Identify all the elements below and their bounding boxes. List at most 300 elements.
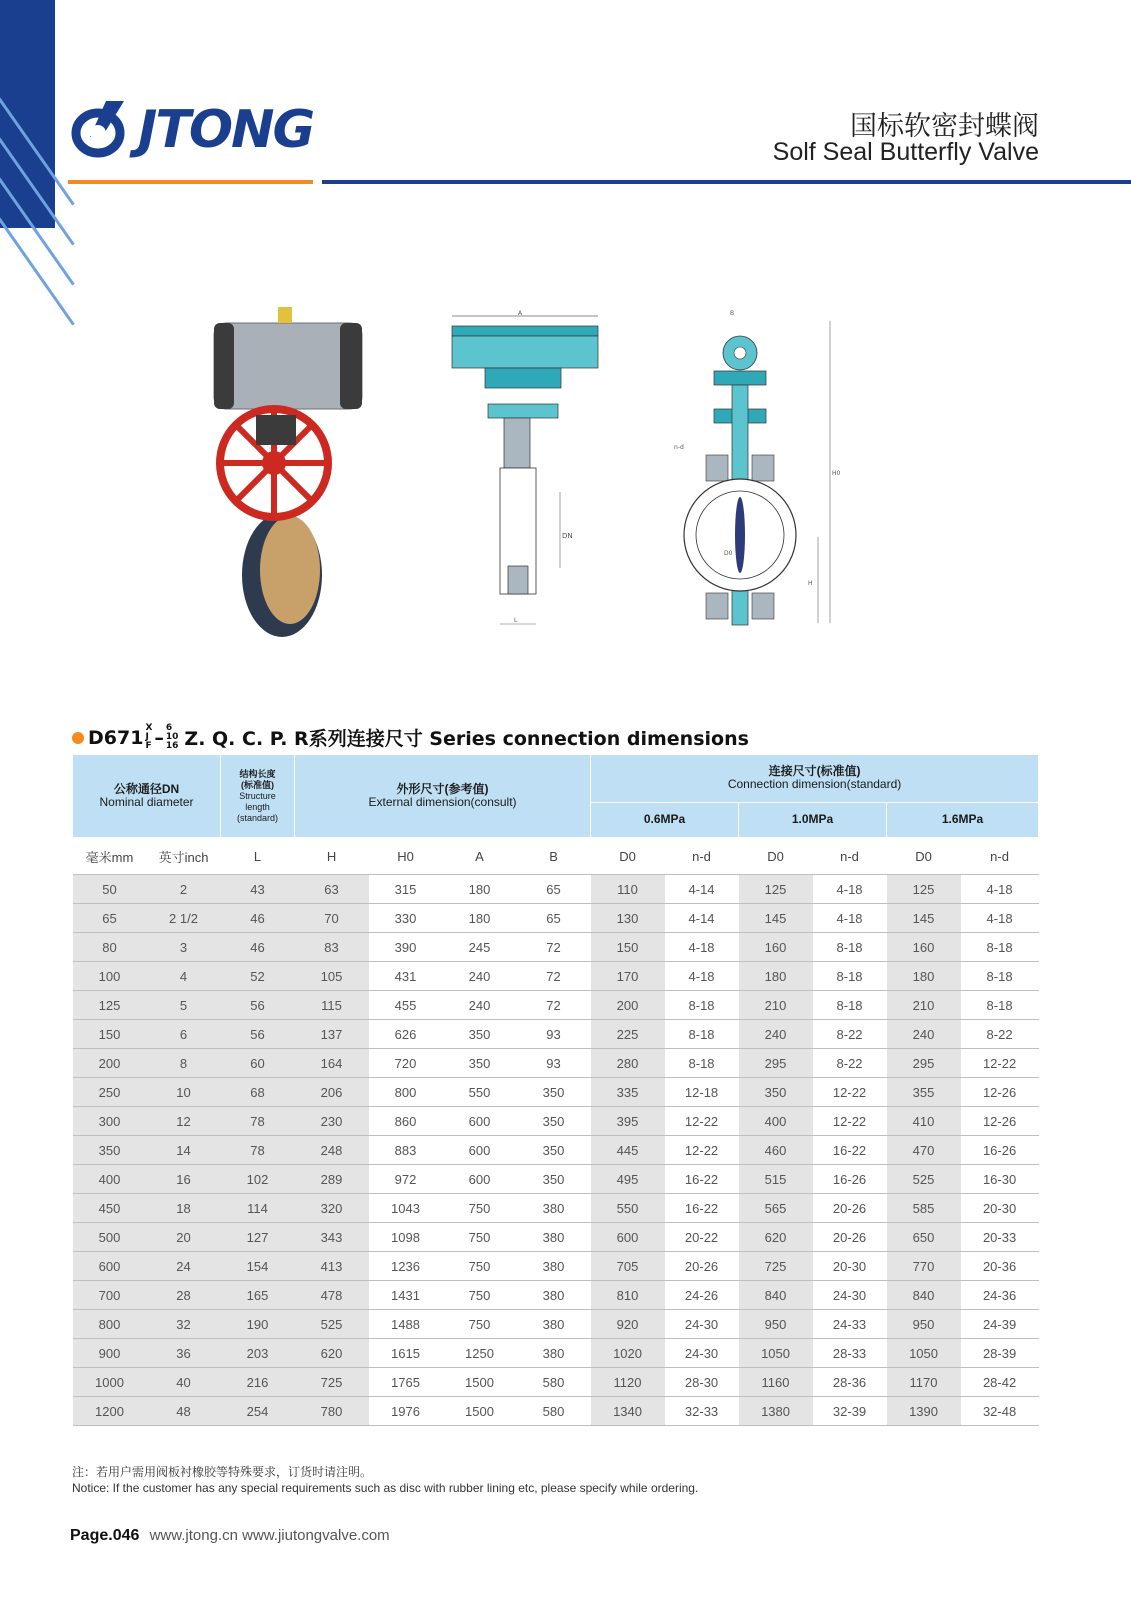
table-cell: 725 xyxy=(295,1368,369,1397)
table-cell: 180 xyxy=(443,875,517,904)
table-cell: 550 xyxy=(591,1194,665,1223)
table-cell: 8-22 xyxy=(813,1049,887,1078)
table-cell: 190 xyxy=(221,1310,295,1339)
table-row xyxy=(73,962,1039,991)
table-cell: 460 xyxy=(739,1136,813,1165)
table-cell: 248 xyxy=(295,1136,369,1165)
table-row xyxy=(73,1252,1039,1281)
table-cell: 72 xyxy=(517,991,591,1020)
table-cell: 380 xyxy=(517,1339,591,1368)
notice-en: Notice: If the customer has any special requirements such as disc with rubber lining etc, please specify while ordering. xyxy=(72,1481,699,1495)
table-row xyxy=(73,991,1039,1020)
section-title xyxy=(72,724,749,751)
table-cell: 1390 xyxy=(887,1397,961,1426)
table-cell: 18 xyxy=(147,1194,221,1223)
table-cell: 6 xyxy=(147,1020,221,1049)
table-cell: 390 xyxy=(369,933,443,962)
table-cell: 32 xyxy=(147,1310,221,1339)
bullet-dot-icon xyxy=(72,732,84,744)
subheader-cell: D0 xyxy=(591,838,665,875)
table-cell: 500 xyxy=(73,1223,147,1252)
table-cell: 1250 xyxy=(443,1339,517,1368)
table-cell: 24-39 xyxy=(961,1310,1039,1339)
table-cell: 72 xyxy=(517,962,591,991)
table-cell: 455 xyxy=(369,991,443,1020)
table-cell: 410 xyxy=(887,1107,961,1136)
table-cell: 154 xyxy=(221,1252,295,1281)
valve-side-drawing xyxy=(450,312,610,642)
table-cell: 12-26 xyxy=(961,1078,1039,1107)
table-cell: 470 xyxy=(887,1136,961,1165)
table-cell: 125 xyxy=(887,875,961,904)
table-cell: 24 xyxy=(147,1252,221,1281)
table-cell: 28-36 xyxy=(813,1368,887,1397)
table-cell: 105 xyxy=(295,962,369,991)
table-cell: 24-30 xyxy=(813,1281,887,1310)
table-cell: 225 xyxy=(591,1020,665,1049)
table-row xyxy=(73,933,1039,962)
table-cell: 43 xyxy=(221,875,295,904)
table-cell: 600 xyxy=(443,1165,517,1194)
frac2-bot: 16 xyxy=(165,741,179,751)
table-cell: 320 xyxy=(295,1194,369,1223)
table-cell: 380 xyxy=(517,1281,591,1310)
header-pressure-10: 1.0MPa xyxy=(739,802,887,837)
table-cell: 380 xyxy=(517,1252,591,1281)
table-cell: 16-22 xyxy=(665,1165,739,1194)
table-cell: 102 xyxy=(221,1165,295,1194)
table-cell: 4-18 xyxy=(813,875,887,904)
table-cell: 1098 xyxy=(369,1223,443,1252)
table-cell: 56 xyxy=(221,991,295,1020)
table-cell: 180 xyxy=(887,962,961,991)
label-h0: H0 xyxy=(832,470,841,477)
table-cell: 400 xyxy=(73,1165,147,1194)
table-cell: 20-26 xyxy=(813,1194,887,1223)
table-row xyxy=(73,1223,1039,1252)
website-link-2[interactable]: www.jiutongvalve.com xyxy=(242,1527,390,1544)
table-cell: 1431 xyxy=(369,1281,443,1310)
table-cell: 20-22 xyxy=(665,1223,739,1252)
table-cell: 12-22 xyxy=(665,1136,739,1165)
table-cell: 8-22 xyxy=(961,1020,1039,1049)
table-cell: 445 xyxy=(591,1136,665,1165)
table-subheader-row xyxy=(73,838,1039,875)
table-cell: 2 xyxy=(147,875,221,904)
table-cell: 8-18 xyxy=(961,933,1039,962)
table-row xyxy=(73,1368,1039,1397)
table-cell: 16-22 xyxy=(665,1194,739,1223)
table-row xyxy=(73,1136,1039,1165)
table-cell: 289 xyxy=(295,1165,369,1194)
table-cell: 380 xyxy=(517,1223,591,1252)
table-cell: 380 xyxy=(517,1194,591,1223)
label-d0: D0 xyxy=(724,550,733,557)
frac1-bot: F xyxy=(145,741,152,751)
table-cell: 295 xyxy=(739,1049,813,1078)
table-cell: 750 xyxy=(443,1223,517,1252)
table-cell: 4-14 xyxy=(665,875,739,904)
table-cell: 525 xyxy=(295,1310,369,1339)
table-cell: 620 xyxy=(295,1339,369,1368)
table-cell: 950 xyxy=(887,1310,961,1339)
jtong-logo-icon xyxy=(68,97,132,163)
label-b: B xyxy=(730,310,735,317)
table-cell: 770 xyxy=(887,1252,961,1281)
table-cell: 600 xyxy=(443,1136,517,1165)
table-cell: 14 xyxy=(147,1136,221,1165)
table-cell: 400 xyxy=(739,1107,813,1136)
table-cell: 83 xyxy=(295,933,369,962)
frac2-top: 6 xyxy=(165,723,173,733)
table-cell: 210 xyxy=(739,991,813,1020)
table-cell: 254 xyxy=(221,1397,295,1426)
table-cell: 580 xyxy=(517,1368,591,1397)
table-cell: 1500 xyxy=(443,1368,517,1397)
table-cell: 750 xyxy=(443,1194,517,1223)
label-h: H xyxy=(808,580,813,587)
table-cell: 4-18 xyxy=(961,875,1039,904)
table-cell: 720 xyxy=(369,1049,443,1078)
table-cell: 48 xyxy=(147,1397,221,1426)
header-nominal-diameter xyxy=(73,755,221,838)
table-cell: 350 xyxy=(517,1165,591,1194)
table-cell: 100 xyxy=(73,962,147,991)
table-cell: 883 xyxy=(369,1136,443,1165)
table-cell: 1170 xyxy=(887,1368,961,1397)
notice-cn: 注：若用户需用阀板衬橡胶等特殊要求，订货时请注明。 xyxy=(72,1465,373,1479)
table-cell: 1043 xyxy=(369,1194,443,1223)
subheader-cell: 英寸inch xyxy=(147,838,221,875)
table-cell: 300 xyxy=(73,1107,147,1136)
table-cell: 4-14 xyxy=(665,904,739,933)
table-row xyxy=(73,875,1039,904)
table-cell: 115 xyxy=(295,991,369,1020)
table-cell: 413 xyxy=(295,1252,369,1281)
table-cell: 125 xyxy=(73,991,147,1020)
table-cell: 8 xyxy=(147,1049,221,1078)
table-cell: 65 xyxy=(73,904,147,933)
table-row xyxy=(73,1310,1039,1339)
table-cell: 620 xyxy=(739,1223,813,1252)
table-cell: 60 xyxy=(221,1049,295,1078)
subheader-cell: H0 xyxy=(369,838,443,875)
table-cell: 36 xyxy=(147,1339,221,1368)
table-cell: 1050 xyxy=(739,1339,813,1368)
table-row xyxy=(73,1107,1039,1136)
table-cell: 125 xyxy=(739,875,813,904)
table-cell: 515 xyxy=(739,1165,813,1194)
table-cell: 1976 xyxy=(369,1397,443,1426)
table-cell: 164 xyxy=(295,1049,369,1078)
subheader-cell: n-d xyxy=(665,838,739,875)
table-cell: 20-26 xyxy=(665,1252,739,1281)
table-cell: 12-22 xyxy=(813,1107,887,1136)
frac2-mid: 10 xyxy=(165,732,179,742)
table-cell: 1050 xyxy=(887,1339,961,1368)
table-cell: 280 xyxy=(591,1049,665,1078)
table-row xyxy=(73,1194,1039,1223)
table-cell: 240 xyxy=(443,991,517,1020)
page-number: Page.046 xyxy=(70,1527,140,1544)
table-cell: 4-18 xyxy=(665,933,739,962)
subheader-cell: L xyxy=(221,838,295,875)
table-cell: 210 xyxy=(887,991,961,1020)
header-ext-cn: 外形尺寸(参考值) xyxy=(396,782,489,796)
table-cell: 68 xyxy=(221,1078,295,1107)
model-dash: – xyxy=(154,726,164,749)
table-cell: 343 xyxy=(295,1223,369,1252)
valve-front-drawing xyxy=(674,305,870,645)
table-cell: 330 xyxy=(369,904,443,933)
table-cell: 16 xyxy=(147,1165,221,1194)
table-cell: 28-39 xyxy=(961,1339,1039,1368)
table-cell: 200 xyxy=(73,1049,147,1078)
subheader-cell: n-d xyxy=(961,838,1039,875)
table-cell: 20 xyxy=(147,1223,221,1252)
table-cell: 1236 xyxy=(369,1252,443,1281)
table-cell: 12-22 xyxy=(665,1107,739,1136)
table-cell: 450 xyxy=(73,1194,147,1223)
table-cell: 12-22 xyxy=(961,1049,1039,1078)
table-cell: 4-18 xyxy=(961,904,1039,933)
header-conn-en: Connection dimension(standard) xyxy=(727,777,902,792)
website-link-1[interactable]: www.jtong.cn xyxy=(149,1527,238,1544)
table-cell: 8-22 xyxy=(813,1020,887,1049)
table-cell: 700 xyxy=(73,1281,147,1310)
table-cell: 1765 xyxy=(369,1368,443,1397)
label-dn: DN xyxy=(562,532,573,540)
table-cell: 750 xyxy=(443,1252,517,1281)
header-external-dimension xyxy=(295,755,591,838)
table-cell: 130 xyxy=(591,904,665,933)
header-struct-en3: (standard) xyxy=(237,812,279,823)
table-row xyxy=(73,1020,1039,1049)
page-title-en: Solf Seal Butterfly Valve xyxy=(772,138,1039,166)
header-rule xyxy=(322,180,1131,184)
table-cell: 860 xyxy=(369,1107,443,1136)
table-cell: 4-18 xyxy=(665,962,739,991)
table-cell: 395 xyxy=(591,1107,665,1136)
table-cell: 8-18 xyxy=(813,991,887,1020)
table-cell: 20-26 xyxy=(813,1223,887,1252)
table-cell: 16-26 xyxy=(813,1165,887,1194)
table-cell: 626 xyxy=(369,1020,443,1049)
table-cell: 165 xyxy=(221,1281,295,1310)
header-nominal-en: Nominal diameter xyxy=(99,795,194,809)
table-cell: 1380 xyxy=(739,1397,813,1426)
subheader-cell: 毫米mm xyxy=(73,838,147,875)
table-cell: 550 xyxy=(443,1078,517,1107)
table-cell: 180 xyxy=(739,962,813,991)
table-cell: 350 xyxy=(739,1078,813,1107)
table-cell: 93 xyxy=(517,1020,591,1049)
table-cell: 160 xyxy=(739,933,813,962)
table-cell: 78 xyxy=(221,1136,295,1165)
table-cell: 950 xyxy=(739,1310,813,1339)
subheader-cell: D0 xyxy=(887,838,961,875)
table-cell: 8-18 xyxy=(665,1020,739,1049)
table-cell: 1000 xyxy=(73,1368,147,1397)
table-cell: 12 xyxy=(147,1107,221,1136)
table-cell: 495 xyxy=(591,1165,665,1194)
header-accent-line xyxy=(68,180,313,184)
dimensions-table xyxy=(72,754,1039,1426)
table-cell: 24-26 xyxy=(665,1281,739,1310)
table-cell: 355 xyxy=(887,1078,961,1107)
table-cell: 350 xyxy=(443,1020,517,1049)
table-cell: 16-30 xyxy=(961,1165,1039,1194)
table-cell: 750 xyxy=(443,1281,517,1310)
table-cell: 46 xyxy=(221,904,295,933)
table-cell: 431 xyxy=(369,962,443,991)
table-row xyxy=(73,904,1039,933)
table-cell: 28-33 xyxy=(813,1339,887,1368)
table-cell: 46 xyxy=(221,933,295,962)
table-cell: 8-18 xyxy=(665,1049,739,1078)
page-footer xyxy=(70,1527,390,1545)
table-cell: 150 xyxy=(73,1020,147,1049)
table-cell: 28-30 xyxy=(665,1368,739,1397)
header-structure-length xyxy=(221,755,295,838)
corner-decoration xyxy=(0,0,55,228)
table-cell: 20-30 xyxy=(961,1194,1039,1223)
table-cell: 5 xyxy=(147,991,221,1020)
table-cell: 24-30 xyxy=(665,1310,739,1339)
header-struct-en1: Structure xyxy=(239,790,276,801)
table-cell: 32-48 xyxy=(961,1397,1039,1426)
table-cell: 8-18 xyxy=(961,962,1039,991)
table-cell: 50 xyxy=(73,875,147,904)
header-conn-cn: 连接尺寸(标准值) xyxy=(768,764,861,779)
table-cell: 1200 xyxy=(73,1397,147,1426)
frac1-mid: J xyxy=(145,732,149,742)
table-row xyxy=(73,1049,1039,1078)
label-l: L xyxy=(514,617,518,624)
table-cell: 28-42 xyxy=(961,1368,1039,1397)
table-cell: 840 xyxy=(887,1281,961,1310)
table-cell: 800 xyxy=(369,1078,443,1107)
valve-photo xyxy=(212,305,362,645)
table-row xyxy=(73,1165,1039,1194)
table-cell: 350 xyxy=(517,1136,591,1165)
page-title-cn: 国标软密封蝶阀 xyxy=(850,111,1039,142)
table-cell: 295 xyxy=(887,1049,961,1078)
table-cell: 1488 xyxy=(369,1310,443,1339)
table-cell: 10 xyxy=(147,1078,221,1107)
table-cell: 52 xyxy=(221,962,295,991)
table-cell: 1500 xyxy=(443,1397,517,1426)
table-cell: 24-30 xyxy=(665,1339,739,1368)
table-cell: 478 xyxy=(295,1281,369,1310)
table-cell: 8-18 xyxy=(961,991,1039,1020)
table-cell: 840 xyxy=(739,1281,813,1310)
table-cell: 8-18 xyxy=(813,933,887,962)
table-cell: 1120 xyxy=(591,1368,665,1397)
table-cell: 240 xyxy=(443,962,517,991)
table-cell: 350 xyxy=(517,1078,591,1107)
table-cell: 32-33 xyxy=(665,1397,739,1426)
table-cell: 200 xyxy=(591,991,665,1020)
table-cell: 32-39 xyxy=(813,1397,887,1426)
table-cell: 216 xyxy=(221,1368,295,1397)
table-cell: 1160 xyxy=(739,1368,813,1397)
table-cell: 78 xyxy=(221,1107,295,1136)
table-cell: 4-18 xyxy=(813,904,887,933)
table-cell: 180 xyxy=(443,904,517,933)
model-prefix: D671 xyxy=(88,726,144,749)
table-cell: 80 xyxy=(73,933,147,962)
table-cell: 525 xyxy=(887,1165,961,1194)
table-cell: 137 xyxy=(295,1020,369,1049)
table-cell: 1340 xyxy=(591,1397,665,1426)
brand-name: JTONG xyxy=(138,99,314,160)
table-cell: 230 xyxy=(295,1107,369,1136)
subheader-cell: n-d xyxy=(813,838,887,875)
table-cell: 16-26 xyxy=(961,1136,1039,1165)
table-cell: 705 xyxy=(591,1252,665,1281)
table-cell: 800 xyxy=(73,1310,147,1339)
table-cell: 920 xyxy=(591,1310,665,1339)
brand-logo xyxy=(68,92,313,167)
table-cell: 93 xyxy=(517,1049,591,1078)
table-cell: 600 xyxy=(73,1252,147,1281)
header-connection-dimension xyxy=(591,755,1039,803)
table-cell: 380 xyxy=(517,1310,591,1339)
section-title-text: Z. Q. C. P. R系列连接尺寸 Series connection dimensions xyxy=(184,728,749,750)
subheader-cell: H xyxy=(295,838,369,875)
table-cell: 20-36 xyxy=(961,1252,1039,1281)
table-cell: 150 xyxy=(591,933,665,962)
label-nd: n-d xyxy=(674,444,684,451)
table-cell: 600 xyxy=(443,1107,517,1136)
header-struct-cn2: (标准值) xyxy=(241,779,275,790)
table-cell: 56 xyxy=(221,1020,295,1049)
table-cell: 170 xyxy=(591,962,665,991)
table-cell: 145 xyxy=(739,904,813,933)
table-cell: 24-33 xyxy=(813,1310,887,1339)
table-cell: 245 xyxy=(443,933,517,962)
table-cell: 810 xyxy=(591,1281,665,1310)
table-cell: 20-30 xyxy=(813,1252,887,1281)
table-cell: 12-26 xyxy=(961,1107,1039,1136)
table-row xyxy=(73,1339,1039,1368)
table-row xyxy=(73,1078,1039,1107)
table-cell: 250 xyxy=(73,1078,147,1107)
header-pressure-16: 1.6MPa xyxy=(887,802,1039,837)
table-cell: 1615 xyxy=(369,1339,443,1368)
model-fraction-2 xyxy=(166,724,179,751)
table-cell: 28 xyxy=(147,1281,221,1310)
table-cell: 750 xyxy=(443,1310,517,1339)
table-cell: 1020 xyxy=(591,1339,665,1368)
table-cell: 70 xyxy=(295,904,369,933)
label-a: A xyxy=(518,310,523,317)
table-cell: 8-18 xyxy=(813,962,887,991)
table-cell: 780 xyxy=(295,1397,369,1426)
table-cell: 315 xyxy=(369,875,443,904)
table-cell: 8-18 xyxy=(665,991,739,1020)
table-cell: 12-18 xyxy=(665,1078,739,1107)
table-cell: 145 xyxy=(887,904,961,933)
header-pressure-06: 0.6MPa xyxy=(591,802,739,837)
table-cell: 65 xyxy=(517,875,591,904)
table-cell: 114 xyxy=(221,1194,295,1223)
table-cell: 585 xyxy=(887,1194,961,1223)
table-cell: 350 xyxy=(73,1136,147,1165)
table-cell: 900 xyxy=(73,1339,147,1368)
subheader-cell: B xyxy=(517,838,591,875)
